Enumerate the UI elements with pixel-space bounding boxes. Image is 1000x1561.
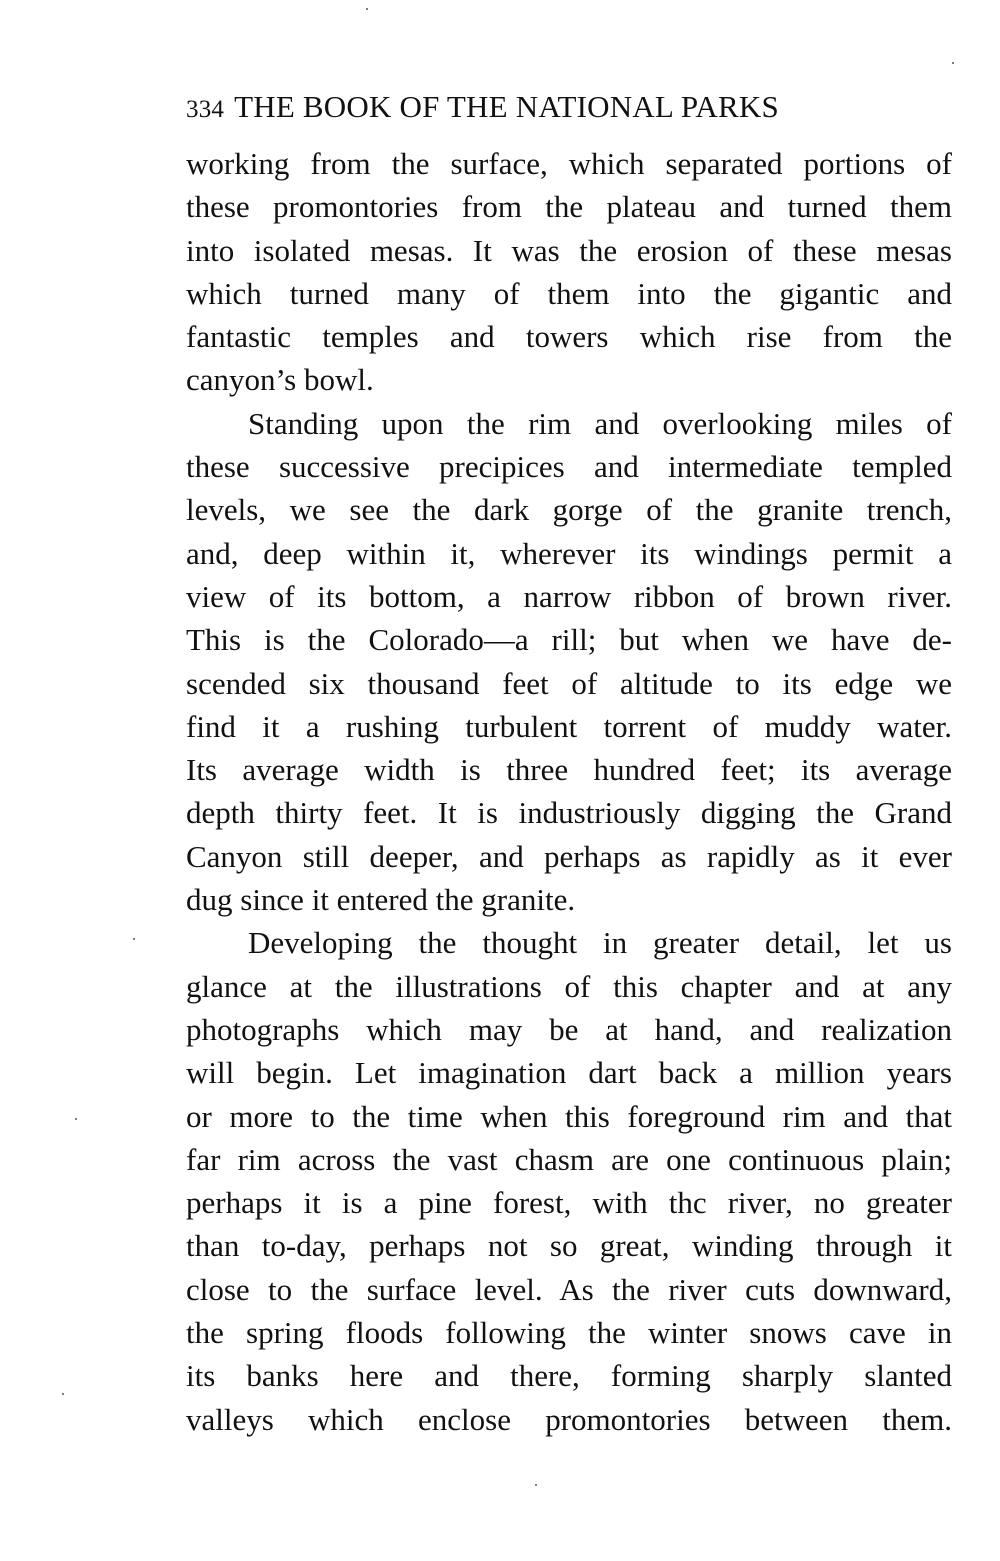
text-line: the spring floods following the winter snows cave in <box>186 1315 952 1351</box>
text-line: depth thirty feet. It is industriously digging the Grand <box>186 795 952 831</box>
text-line: glance at the illustrations of this chapter and at any <box>186 968 952 1004</box>
text-line: close to the surface level. As the river cuts downward, <box>186 1271 952 1307</box>
text-line: fantastic temples and towers which rise from the <box>186 319 952 355</box>
text-line: far rim across the vast chasm are one continuous plain; <box>186 1141 952 1177</box>
text-line: Developing the thought in greater detail, let us <box>248 925 952 961</box>
scan-speck <box>952 62 954 64</box>
running-title: THE BOOK OF THE NATIONAL PARKS <box>234 89 779 124</box>
text-line: and, deep within it, wherever its windings permit a <box>186 535 952 571</box>
text-line: or more to the time when this foreground rim and that <box>186 1098 952 1134</box>
paragraph <box>186 921 952 1441</box>
text-line: its banks here and there, forming sharply slanted <box>186 1358 952 1394</box>
page-number: 334 <box>186 96 225 123</box>
scan-speck <box>133 938 135 940</box>
paragraph <box>186 142 952 402</box>
scan-speck <box>535 1484 537 1486</box>
scan-speck <box>366 8 368 10</box>
running-header <box>186 82 952 132</box>
paragraph <box>186 402 952 922</box>
text-line: working from the surface, which separated portions of <box>186 146 952 181</box>
text-line: photographs which may be at hand, and realization <box>186 1011 952 1047</box>
text-line: which turned many of them into the gigantic and <box>186 275 952 311</box>
scan-speck <box>75 1118 77 1120</box>
text-line: Standing upon the rim and overlooking miles of <box>248 405 952 441</box>
text-line: view of its bottom, a narrow ribbon of brown river. <box>186 578 952 614</box>
text-line: into isolated mesas. It was the erosion of these mesas <box>186 232 952 268</box>
text-line: levels, we see the dark gorge of the granite trench, <box>186 492 952 528</box>
text-line: perhaps it is a pine forest, with thc river, no greater <box>186 1185 952 1221</box>
body-text <box>186 142 952 1441</box>
text-line: canyon’s bowl. <box>186 362 374 398</box>
text-line: scended six thousand feet of altitude to its edge we <box>186 665 952 701</box>
text-line: This is the Colorado—a rill; but when we have de- <box>186 622 952 658</box>
text-line: Canyon still deeper, and perhaps as rapidly as it ever <box>186 838 952 874</box>
scan-speck <box>62 1393 64 1395</box>
text-line: will begin. Let imagination dart back a million years <box>186 1055 952 1091</box>
text-line: dug since it entered the granite. <box>186 882 576 918</box>
text-line: find it a rushing turbulent torrent of muddy water. <box>186 708 952 744</box>
text-line: valleys which enclose promontories between them. <box>186 1401 952 1437</box>
text-line: than to-day, perhaps not so great, winding through it <box>186 1228 952 1264</box>
text-line: these successive precipices and intermediate templed <box>186 449 952 485</box>
text-line: Its average width is three hundred feet; its average <box>186 752 952 788</box>
text-line: these promontories from the plateau and turned them <box>186 189 952 225</box>
